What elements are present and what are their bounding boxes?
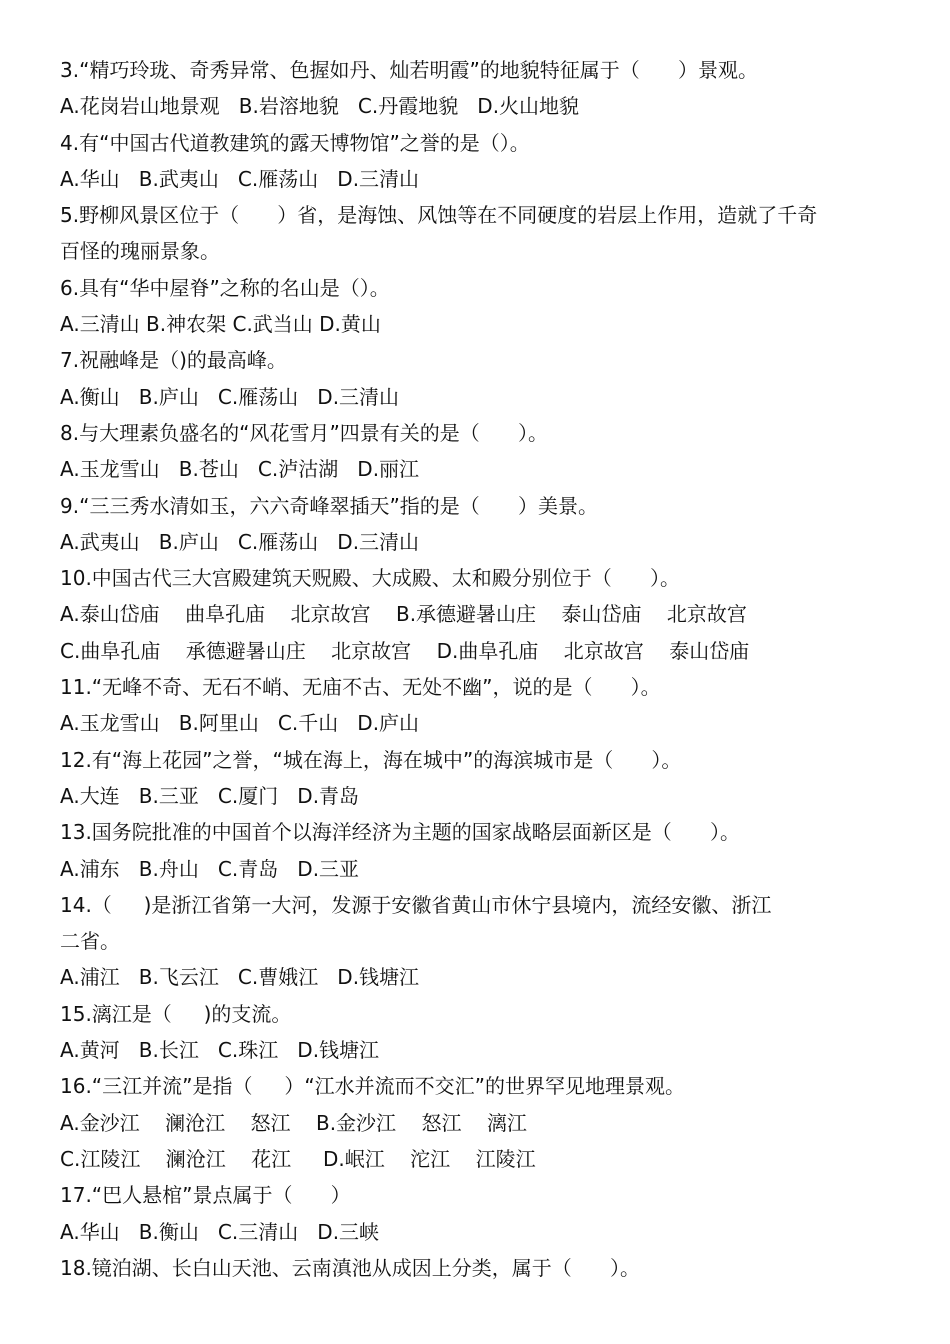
question-3: 3.“精巧玲珑、奇秀异常、色握如丹、灿若明霞”的地貌特征属于（ ）景观。 xyxy=(60,58,758,82)
question-17: 17.“巴人悬棺”景点属于（ ） xyxy=(60,1183,351,1208)
question-5-continued: 百怪的瑰丽景象。 xyxy=(60,239,220,264)
options-8: A.玉龙雪山 B.苍山 C.泸沽湖 D.丽江 xyxy=(60,457,420,482)
options-15: A.黄河 B.长江 C.珠江 D.钱塘江 xyxy=(60,1038,380,1063)
options-14: A.浦江 B.飞云江 C.曹娥江 D.钱塘江 xyxy=(60,965,420,990)
question-10: 10.中国古代三大宫殿建筑天贶殿、大成殿、太和殿分别位于（ ）。 xyxy=(60,566,680,591)
options-7: A.衡山 B.庐山 C.雁荡山 D.三清山 xyxy=(60,384,400,409)
question-8: 8.与大理素负盛名的“风花雪月”四景有关的是（ ）。 xyxy=(60,420,548,445)
options-16-cd: C.江陵江 澜沧江 花江 D.岷江 沱江 江陵江 xyxy=(60,1146,536,1171)
question-13: 13.国务院批准的中国首个以海洋经济为主题的国家战略层面新区是（ ）。 xyxy=(60,820,740,845)
options-13: A.浦东 B.舟山 C.青岛 D.三亚 xyxy=(60,856,360,881)
options-10-cd: C.曲阜孔庙 承德避暑山庄 北京故宫 D.曲阜孔庙 北京故宫 泰山岱庙 xyxy=(60,638,750,663)
options-17: A.华山 B.衡山 C.三清山 D.三峡 xyxy=(60,1219,380,1244)
question-15: 15.漓江是（ )的支流。 xyxy=(60,1001,292,1026)
options-10-ab: A.泰山岱庙 曲阜孔庙 北京故宫 B.承德避暑山庄 泰山岱庙 北京故宫 xyxy=(60,602,747,627)
question-11: 11.“无峰不奇、无石不峭、无庙不古、无处不幽”，说的是（ ）。 xyxy=(60,675,661,700)
question-9: 9.“三三秀水清如玉，六六奇峰翠插天”指的是（ ）美景。 xyxy=(60,493,598,518)
question-12: 12.有“海上花园”之誉，“城在海上，海在城中”的海滨城市是（ ）。 xyxy=(60,747,682,772)
question-14: 14.（ )是浙江省第一大河，发源于安徽省黄山市休宁县境内，流经安徽、浙江 xyxy=(60,892,772,917)
question-6: 6.具有“华中屋脊”之称的名山是（）。 xyxy=(60,275,390,300)
options-6: A.三清山 B.神农架 C.武当山 D.黄山 xyxy=(60,312,381,337)
options-12: A.大连 B.三亚 C.厦门 D.青岛 xyxy=(60,783,360,808)
options-4: A.华山 B.武夷山 C.雁荡山 D.三清山 xyxy=(60,166,420,191)
question-18: 18.镜泊湖、长白山天池、云南滇池从成因上分类，属于（ ）。 xyxy=(60,1255,640,1280)
question-16: 16.“三江并流”是指（ ）“江水并流而不交汇”的世界罕见地理景观。 xyxy=(60,1074,686,1099)
question-4: 4.有“中国古代道教建筑的露天博物馆”之誉的是（）。 xyxy=(60,130,530,155)
options-16-ab: A.金沙江 澜沧江 怒江 B.金沙江 怒江 漓江 xyxy=(60,1110,527,1135)
question-14-continued: 二省。 xyxy=(60,929,120,954)
question-7: 7.祝融峰是（)的最高峰。 xyxy=(60,348,287,373)
options-9: A.武夷山 B.庐山 C.雁荡山 D.三清山 xyxy=(60,529,420,554)
question-5: 5.野柳风景区位于（ ）省，是海蚀、风蚀等在不同硬度的岩层上作用，造就了千奇 xyxy=(60,203,818,228)
options-11: A.玉龙雪山 B.阿里山 C.千山 D.庐山 xyxy=(60,711,420,736)
options-3: A.花岗岩山地景观 B.岩溶地貌 C.丹霞地貌 D.火山地貌 xyxy=(60,94,580,119)
